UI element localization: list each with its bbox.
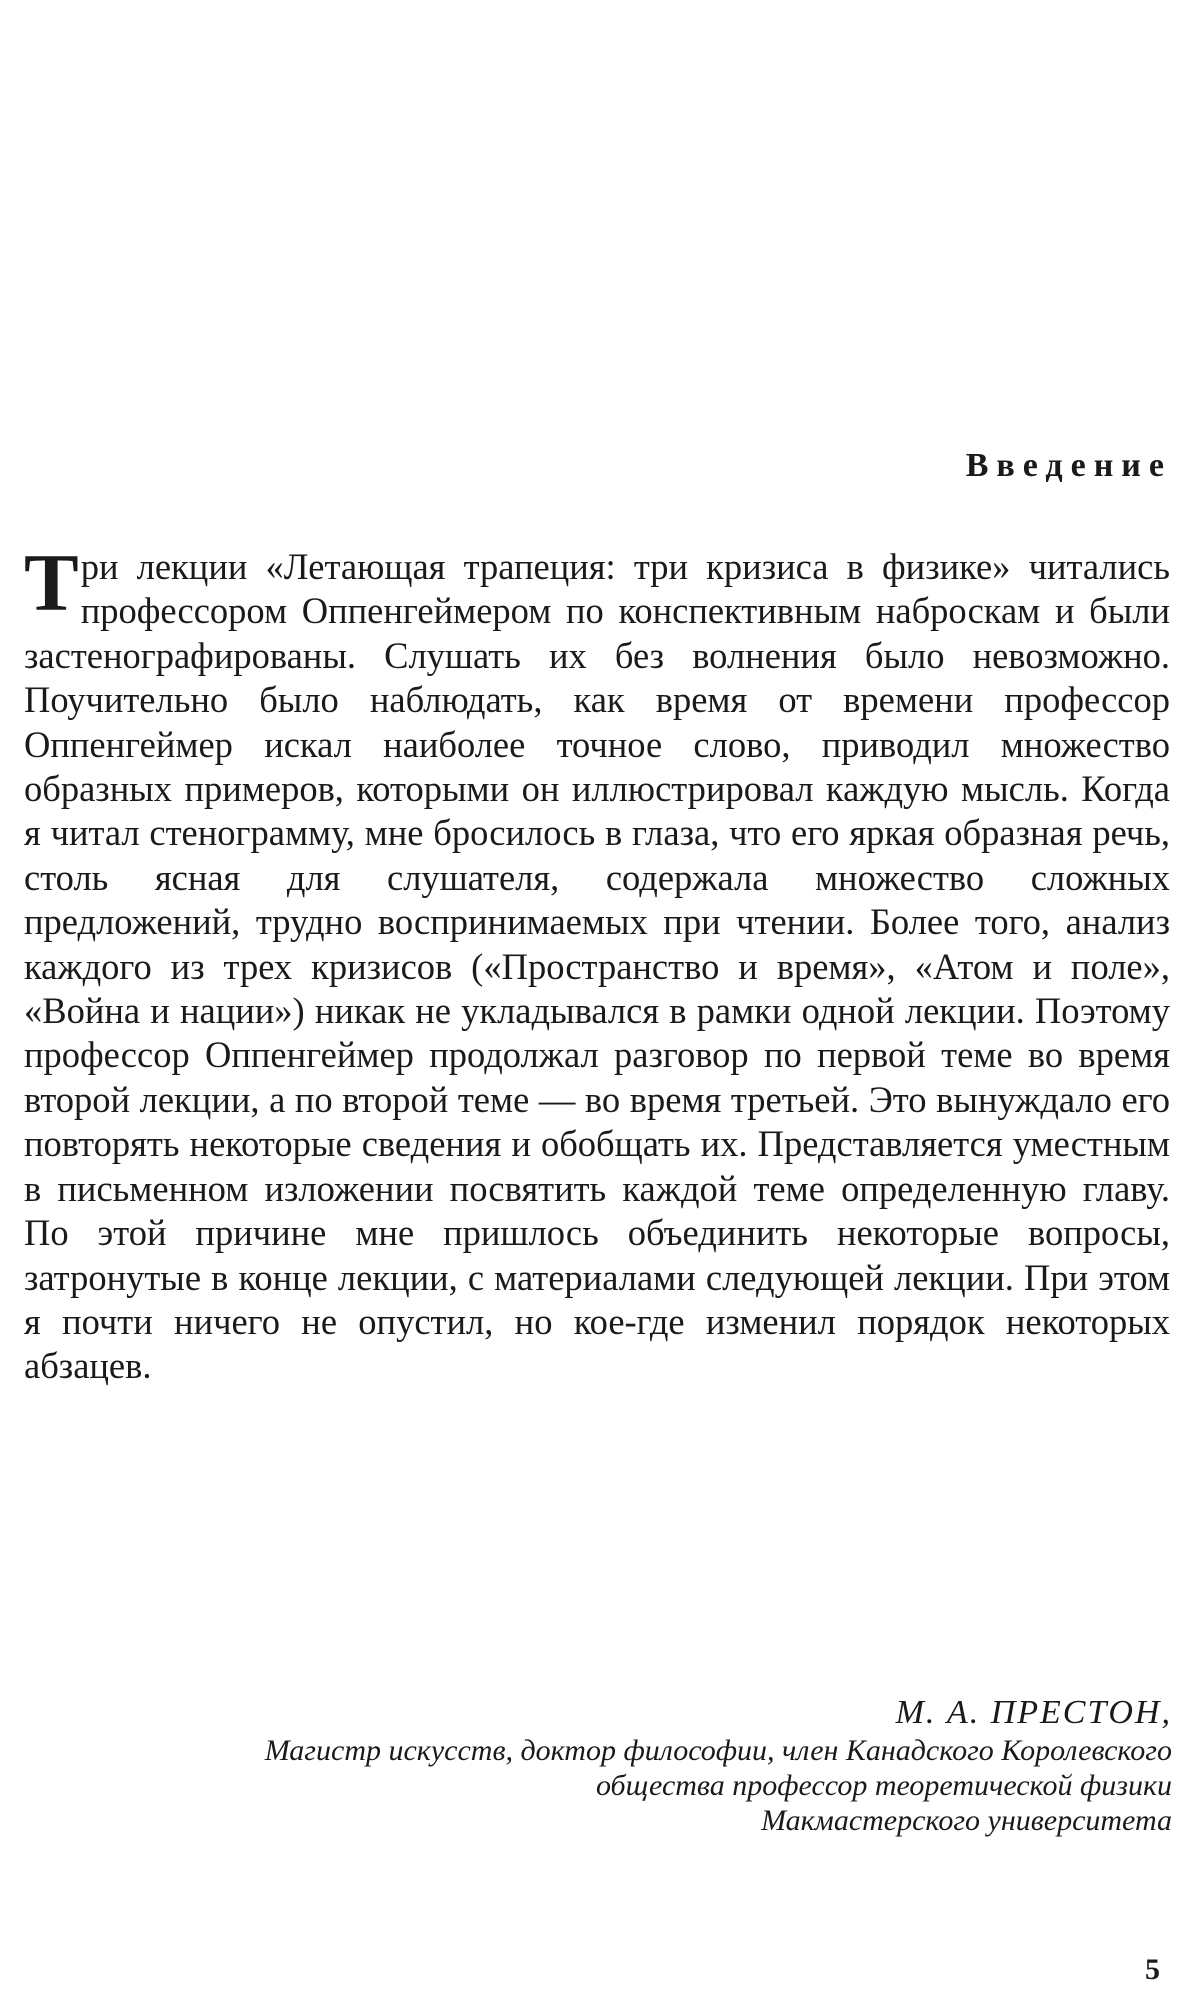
- page-number: 5: [1145, 1953, 1160, 1986]
- intro-paragraph: [24, 537, 1170, 1389]
- author-credentials-line: общества профессор теоретической физики: [595, 1769, 1172, 1802]
- drop-cap: Т: [24, 537, 79, 628]
- author-credentials-line: Макмастерского университета: [761, 1804, 1172, 1837]
- paragraph-text: ри лекции «Летающая трапеция: три кризиса в физике» читались профессором Оппенгеймером по конспективным наброскам и были застенографированы. Слушать их без волнения было невозможно. Поучительно было наблюдать, как время от времени профессор Оппенгеймер искал наиболее точное слово, приводил множество образных примеров, которыми он иллюстрировал каждую мысль. Когда я читал стенограмму, мне бросилось в глаза, что его яркая образная речь, столь ясная для слушателя, содержала множество сложных предложений, трудно воспринимаемых при чтении. Более того, анализ каждого из трех кризисов («Пространство и время», «Атом и поле», «Война и нации») никак не укладывался в рамки одной лекции. Поэтому профессор Оппенгеймер продолжал разговор по первой теме во время второй лекции, а по второй теме — во время третьей. Это вынуждало его повторять некоторые сведения и обобщать их. Представляется уместным в письменном изложении посвятить каждой теме определенную главу. По этой причине мне пришлось объединить некоторые вопросы, затронутые в конце лекции, с материалами следующей лекции. При этом я почти ничего не опустил, но кое-где изменил порядок некоторых абзацев.: [24, 546, 1170, 1387]
- signature-block: [265, 1695, 1172, 1838]
- author-credentials-line: Магистр искусств, доктор философии, член Канадского Королевского: [264, 1734, 1172, 1767]
- author-name: М. А. ПРЕСТОН,: [895, 1694, 1172, 1731]
- chapter-heading: Введение: [965, 447, 1172, 484]
